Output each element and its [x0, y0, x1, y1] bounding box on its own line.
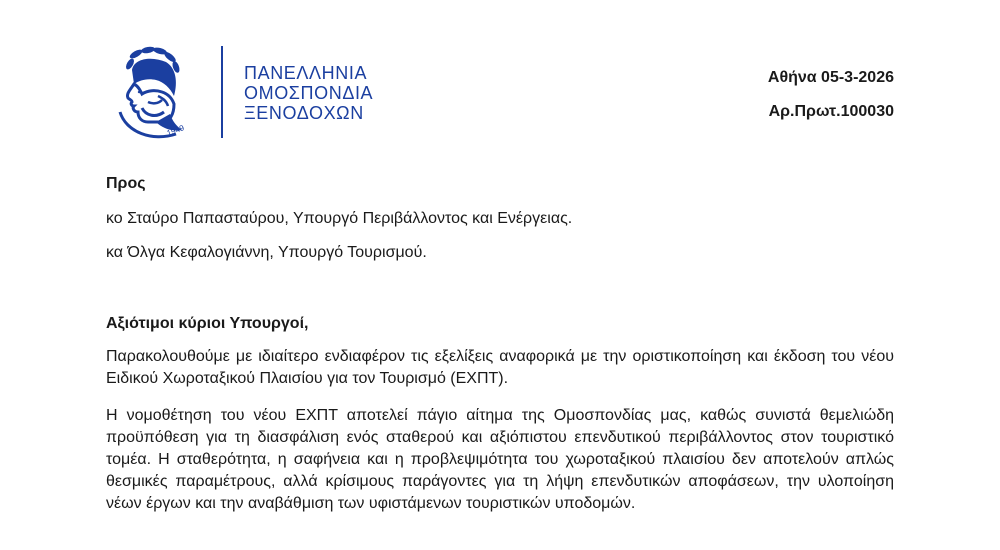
federation-name-line: ΞΕΝΟΔΟΧΩΝ: [244, 103, 364, 123]
federation-name: [244, 63, 373, 123]
recipients-label: Προς: [106, 175, 146, 192]
letter-paragraph: Η νομοθέτηση του νέου ΕΧΠΤ αποτελεί πάγιο αίτημα της Ομοσπονδίας μας, καθώς συνιστά θεμελιώδη προϋπόθεση για τη διασφάλιση ενός σταθερού και αξιόπιστου επενδυτικού περιβάλλοντος στον τουριστικό τομέα. Η σταθερότητα, η σαφήνεια και η προβλεψιμότητα του χωροταξικού πλαισίου δεν αποτελούν απλώς θεσμικές παραμέτρους, αλλά κρίσιμους παράγοντες για τη λήψη επενδυτικών αποφάσεων, την υλοποίηση νέων έργων και την αναβάθμιση των υφιστάμενων τουριστικών υποδομών.: [106, 407, 894, 512]
federation-name-line: ΟΜΟΣΠΟΝΔΙΑ: [244, 83, 374, 103]
logo-year: 1949: [165, 123, 186, 138]
federation-name-line: ΠΑΝΕΛΛΗΝΙΑ: [244, 63, 368, 83]
recipient-line: κο Σταύρο Παπασταύρου, Υπουργό Περιβάλλοντος και Ενέργειας.: [106, 210, 573, 227]
logo-divider: [221, 46, 223, 138]
letter-paragraph: Παρακολουθούμε με ιδιαίτερο ενδιαφέρον τις εξελίξεις αναφορικά με την οριστικοποίηση και έκδοση του νέου Ειδικού Χωροταξικού Πλαισίου για τον Τουρισμό (ΕΧΠΤ).: [106, 348, 894, 387]
recipient-line: κα Όλγα Κεφαλογιάννη, Υπουργό Τουρισμού.: [106, 244, 427, 261]
place-date: Αθήνα 05-3-2026: [767, 69, 894, 86]
salutation: Αξιότιμοι κύριοι Υπουργοί,: [106, 315, 309, 332]
letter-meta: [768, 68, 894, 122]
protocol-number: Αρ.Πρωτ.100030: [768, 103, 894, 120]
recipients-block: [106, 173, 894, 195]
federation-emblem-icon: [112, 42, 212, 142]
